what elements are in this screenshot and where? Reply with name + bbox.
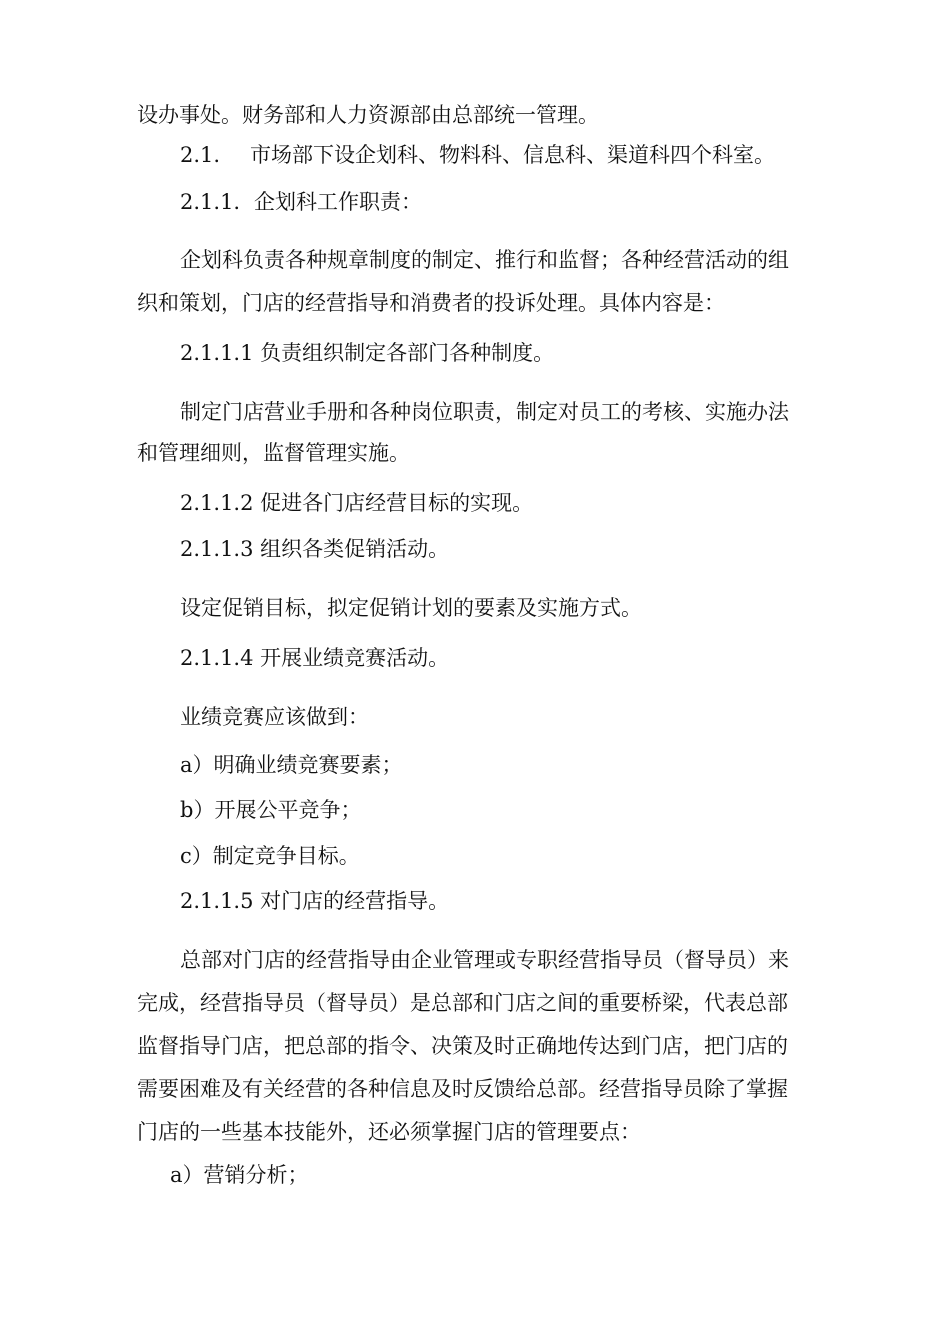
paragraph-line: 企划科负责各种规章制度的制定、推行和监督；各种经营活动的组 <box>180 248 789 272</box>
paragraph-line: 总部对门店的经营指导由企业管理或专职经营指导员（督导员）来 <box>180 948 789 972</box>
list-item: c）制定竞争目标。 <box>180 844 360 868</box>
heading-number: 2.1. <box>180 143 221 167</box>
heading-2-1-1-5: 2.1.1.5 对门店的经营指导。 <box>180 889 450 913</box>
heading-2-1-1-3: 2.1.1.3 组织各类促销活动。 <box>180 537 450 561</box>
heading-2-1-1-2: 2.1.1.2 促进各门店经营目标的实现。 <box>180 491 534 515</box>
paragraph-line: 完成，经营指导员（督导员）是总部和门店之间的重要桥梁，代表总部 <box>137 991 788 1015</box>
heading-2-1-1 <box>180 188 950 216</box>
paragraph-line: 需要困难及有关经营的各种信息及时反馈给总部。经营指导员除了掌握 <box>137 1077 788 1101</box>
paragraph-line: 制定门店营业手册和各种岗位职责，制定对员工的考核、实施办法 <box>180 400 789 424</box>
list-item: a）营销分析； <box>170 1163 309 1187</box>
list-item: a）明确业绩竞赛要素； <box>180 753 403 777</box>
heading-text: 企划科工作职责： <box>254 190 422 214</box>
paragraph-line: 织和策划，门店的经营指导和消费者的投诉处理。具体内容是： <box>137 291 725 315</box>
heading-2-1-1-4: 2.1.1.4 开展业绩竞赛活动。 <box>180 646 450 670</box>
heading-2-1-1-1: 2.1.1.1 负责组织制定各部门各种制度。 <box>180 341 555 365</box>
paragraph-line: 设定促销目标，拟定促销计划的要素及实施方式。 <box>180 596 642 620</box>
paragraph-line: 监督指导门店，把总部的指令、决策及时正确地传达到门店，把门店的 <box>137 1034 788 1058</box>
paragraph-line: 设办事处。财务部和人力资源部由总部统一管理。 <box>137 103 599 127</box>
paragraph-line: 门店的一些基本技能外，还必须掌握门店的管理要点： <box>137 1120 641 1144</box>
list-item: b）开展公平竞争； <box>180 798 362 822</box>
paragraph-line: 和管理细则，监督管理实施。 <box>137 441 410 465</box>
paragraph-line: 业绩竞赛应该做到： <box>180 705 369 729</box>
heading-text: 市场部下设企划科、物料科、信息科、渠道科四个科室。 <box>250 143 775 167</box>
heading-2-1 <box>180 141 950 169</box>
heading-number: 2.1.1. <box>180 190 241 214</box>
